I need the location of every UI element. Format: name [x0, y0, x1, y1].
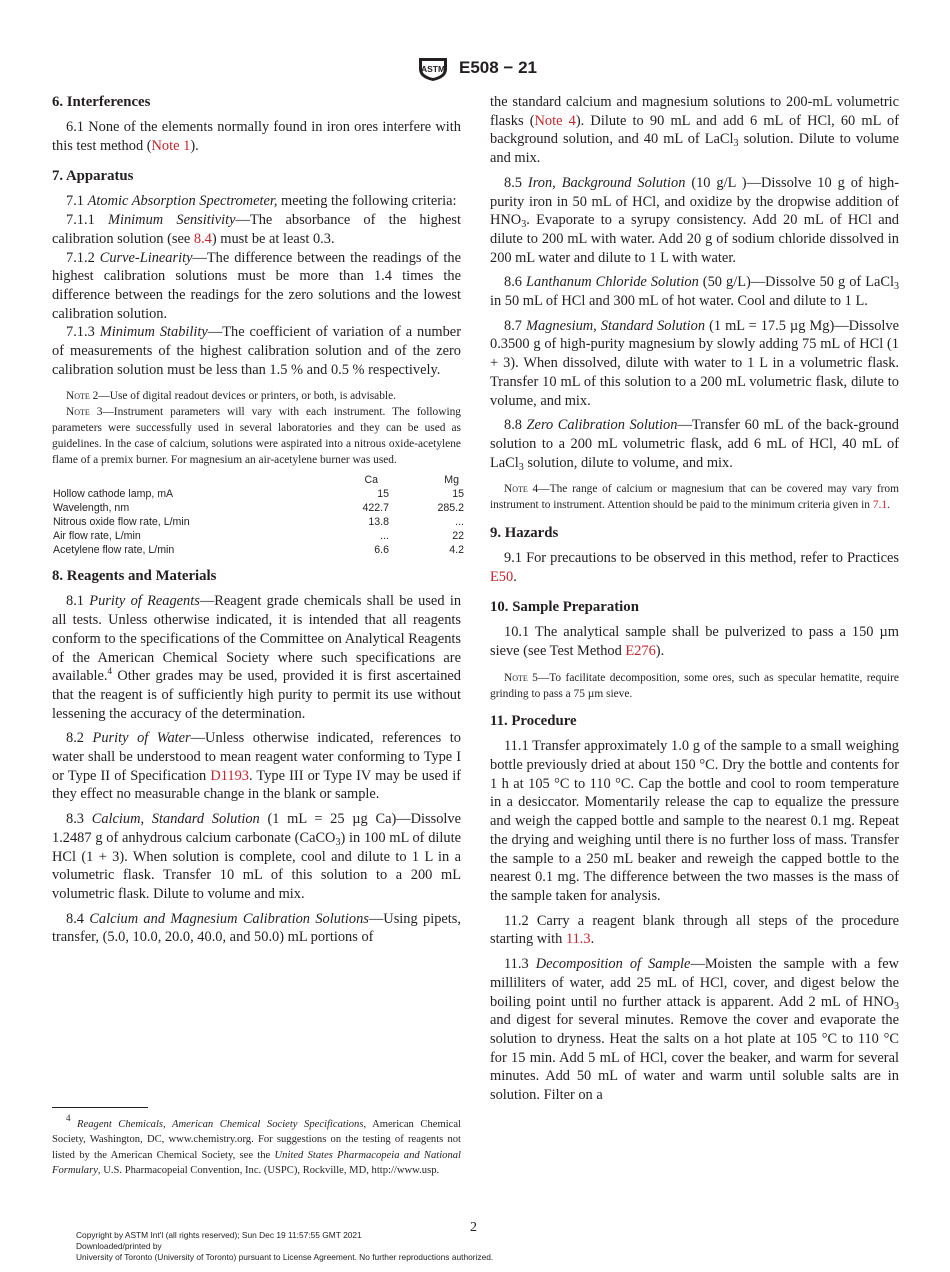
paragraph-9-1: 9.1 For precautions to be observed in this method, refer to Practices E50.	[490, 549, 899, 585]
paragraph-11-3: 11.3 Decomposition of Sample—Moisten the sample with a few milliliters of water, add 25 mL of HCl, cover, and digest below the boiling point until no further attack is apparent. Add 2 mL of $HNO_3$ and digest for several minutes. Remove the cover and evaporate the solution to dryness. Heat the salts on a hot plate at 105 °C to 110 °C for 15 min. Add 5 mL of HCl, cover the beaker, and warm for several minutes. Add 50 mL of water and warm until soluble salts are in solution. Filter on a	[490, 956, 900, 1104]
paragraph-8-1: 8.1 Purity of Reagents—Reagent grade chemicals shall be used in all tests. Unless otherwise indicated, it is intended that all reagents conform to the specifications of the Committee on Analytical Reagents of the American Chemical Society where such specifications are available.$^4$ Other grades may be used, provided it is first ascertained that the reagent is of sufficiently high purity to permit its use without lessening the accuracy of the determination.	[52, 593, 462, 722]
footnote-4-ref: 4	[107, 666, 113, 677]
paragraph-6-1: 6.1 None of the elements normally found in iron ores interfere with this test method (Note 1).	[52, 119, 461, 154]
paragraph-7-1-1: 7.1.1 Minimum Sensitivity—The absorbance of the highest calibration solution (see 8.4) must be at least 0.3.	[52, 212, 461, 247]
table-row	[52, 515, 464, 529]
copyright-line-1: Copyright by ASTM Int'l (all rights reserved); Sun Dec 19 11:57:55 GMT 2021	[76, 1230, 362, 1240]
mg-value: ...	[455, 516, 464, 529]
copyright-line-2: Downloaded/printed by	[76, 1241, 162, 1251]
note-3: Note 3—Instrument parameters will vary with each instrument. The following parameters were successfully used in several laboratories and they can be used as guidelines. In the case of calcium, solutions were aspirated into a nitrous oxide-acetylene flame of a premix burner. For magnesium an air-acetylene burner was used.	[52, 406, 461, 466]
paragraph-8-2: 8.2 Purity of Water—Unless otherwise indicated, references to water shall be understood to mean reagent water conforming to Type I or Type II of Specification D1193. Type III or Type IV may be used if they effect no measurable change in the blank or sample.	[52, 730, 461, 803]
e50-link[interactable]: E50	[490, 568, 514, 585]
section-9-title: 9. Hazards	[490, 524, 559, 541]
parameter-label: Air flow rate, L/min	[53, 530, 141, 543]
section-8-4-link[interactable]: 8.4	[193, 230, 212, 247]
table-row	[52, 487, 464, 501]
section-6-title: 6. Interferences	[52, 94, 151, 110]
right-column	[490, 93, 899, 1105]
svg-text:ASTM: ASTM	[420, 64, 446, 74]
paragraph-8-4: 8.4 Calcium and Magnesium Calibration Solutions—Using pipets, transfer, (5.0, 10.0, 20.0, 40.0, and 50.0) mL portions of	[52, 910, 461, 946]
ca-value: ...	[380, 530, 389, 543]
parameter-label: Wavelength, nm	[53, 502, 130, 515]
parameter-label: Nitrous oxide flow rate, L/min	[53, 516, 190, 529]
d1193-link[interactable]: D1193	[210, 767, 249, 784]
mg-value: 22	[452, 530, 464, 543]
paragraph-8-6: 8.6 Lanthanum Chloride Solution (50 g/L)—Dissolve 50 g of LaCl$_3$ in 50 mL of HCl and 300 mL of hot water. Cool and dilute to 1 L.	[490, 274, 899, 310]
page-header	[0, 54, 950, 84]
column-header-ca: Ca	[364, 474, 379, 487]
parameter-label: Hollow cathode lamp, mA	[53, 488, 174, 501]
table-header-row	[52, 473, 464, 487]
table-row	[52, 543, 464, 557]
table-row	[52, 501, 464, 515]
section-11-title: 11. Procedure	[490, 713, 577, 730]
note-4: Note 4—The range of calcium or magnesium that can be covered may vary from instrument to instrument. Attention should be paid to the minimum criteria given in 7.1.	[490, 483, 899, 512]
section-8-title: 8. Reagents and Materials	[52, 568, 217, 585]
note-1-link[interactable]: Note 1	[151, 137, 191, 154]
instrument-parameters-rows	[52, 487, 464, 557]
note-4-link[interactable]: Note 4	[534, 112, 576, 129]
parameter-label: Acetylene flow rate, L/min	[53, 544, 175, 557]
section-11-3-link[interactable]: 11.3	[565, 931, 591, 948]
section-10-title: 10. Sample Preparation	[490, 599, 639, 616]
paragraph-8-7: 8.7 Magnesium, Standard Solution (1 mL = 17.5 µg Mg)—Dissolve 0.3500 g of high-purity magnesium by slowly adding 75 mL of HCl (1 + 3). When dissolved, dilute with water to 1 L in a volumetric flask. Transfer 10 mL of this solution to a 200 mL volumetric flask, dilute to volume, and mix.	[490, 317, 899, 409]
copyright-notice	[76, 1230, 493, 1263]
section-7-title: 7. Apparatus	[52, 168, 134, 185]
paragraph-7-1: 7.1 Atomic Absorption Spectrometer, meeting the following criteria:	[66, 193, 457, 210]
astm-logo-icon	[413, 54, 453, 82]
mg-value: 285.2	[437, 502, 464, 515]
footnote-rule	[52, 1107, 148, 1108]
paragraph-8-4-continued: the standard calcium and magnesium solutions to 200-mL volumetric flasks (Note 4). Dilute to 90 mL and add 6 mL of HCl, 60 mL of background solution, and 40 mL of LaCl$_3$ solution. Dilute to volume and mix.	[490, 94, 899, 167]
ca-value: 6.6	[374, 544, 389, 557]
left-column	[52, 93, 464, 947]
section-7-1-link[interactable]: 7.1	[872, 499, 888, 512]
mg-value: 15	[452, 488, 464, 501]
instrument-parameters-table	[52, 473, 464, 487]
note-2: Note 2—Use of digital readout devices or printers, or both, is advisable.	[66, 390, 396, 403]
page-number: 2	[470, 1220, 477, 1235]
paragraph-8-5: 8.5 Iron, Background Solution (10 g/L )—Dissolve 10 g of high-purity iron in 50 mL of HCl, and oxidize by the dropwise addition of $HNO_3$. Evaporate to a syrupy consistency. Add 20 mL of HCl and dilute to 200 mL with water. Add 20 g of sodium chloride dissolved in 200 mL water and dilute to 1 L with water.	[490, 174, 899, 266]
e276-link[interactable]: E276	[625, 643, 656, 660]
copyright-line-3: University of Toronto (University of Toronto) pursuant to License Agreement. No further reproductions authorized.	[76, 1252, 494, 1262]
footnote-4: $^4$ Reagent Chemicals, American Chemical Society Specifications, American Chemical Society, Washington, DC, www.chemistry.org. For suggestions on the testing of reagents not listed by the American Chemical Society, see the United States Pharmacopeia and National Formulary, U.S. Pharmacopeial Convention, Inc. (USPC), Rockville, MD, http://www.usp.	[52, 1113, 461, 1177]
paragraph-11-2: 11.2 Carry a reagent blank through all steps of the procedure starting with 11.3.	[490, 912, 899, 948]
ca-value: 422.7	[362, 502, 389, 515]
paragraph-8-3: 8.3 Calcium, Standard Solution (1 mL = 25 µg Ca)—Dissolve 1.2487 g of anhydrous calcium carbonate (CaCO$_3$) in 100 mL of dilute HCl (1 + 3). When solution is complete, cool and dilute to 1 L in a volumetric flask. Transfer 10 mL of this solution to a 200 mL volumetric flask. Dilute to volume and mix.	[52, 811, 462, 902]
paragraph-11-1: 11.1 Transfer approximately 1.0 g of the sample to a small weighing bottle previously dried at about 150 °C. Dry the bottle and contents for 1 h at 105 °C to 110 °C. Cap the bottle and cool to room temperature in a desiccator. Momentarily release the cap to equalize the pressure and weigh the capped bottle and sample to the nearest 0.1 mg. Repeat the drying and weighing until there is no further loss of mass. Transfer the sample to a 250 mL beaker and reweigh the capped bottle to the nearest 0.1 mg. The difference between the two masses is the mass of the sample taken for analysis.	[490, 738, 899, 904]
ca-value: 13.8	[368, 516, 389, 529]
mg-value: 4.2	[449, 544, 464, 557]
paragraph-7-1-3: 7.1.3 Minimum Stability—The coefficient of variation of a number of measurements of the highest calibration solution and of the zero calibration solution must be less than 1.5 % and 0.5 % respectively.	[52, 324, 461, 378]
note-5: Note 5—To facilitate decomposition, some ores, such as specular hematite, require grinding to pass a 75 µm sieve.	[490, 671, 899, 700]
paragraph-10-1: 10.1 The analytical sample shall be pulverized to pass a 150 µm sieve (see Test Method E276).	[490, 624, 899, 660]
ca-value: 15	[377, 488, 389, 501]
table-row	[52, 529, 464, 543]
column-header-mg: Mg	[444, 474, 459, 487]
paragraph-7-1-2: 7.1.2 Curve-Linearity—The difference between the readings of the highest calibration solutions must be more than 1.4 times the difference between the readings for the zero solutions and the lowest calibration solution.	[52, 249, 461, 322]
paragraph-8-8: 8.8 Zero Calibration Solution—Transfer 60 mL of the back-ground solution to a 200 mL volumetric flask, add 6 mL of HCl, 40 mL of LaCl$_3$ solution, dilute to volume, and mix.	[490, 417, 899, 473]
document-id: E508 − 21	[459, 58, 537, 77]
